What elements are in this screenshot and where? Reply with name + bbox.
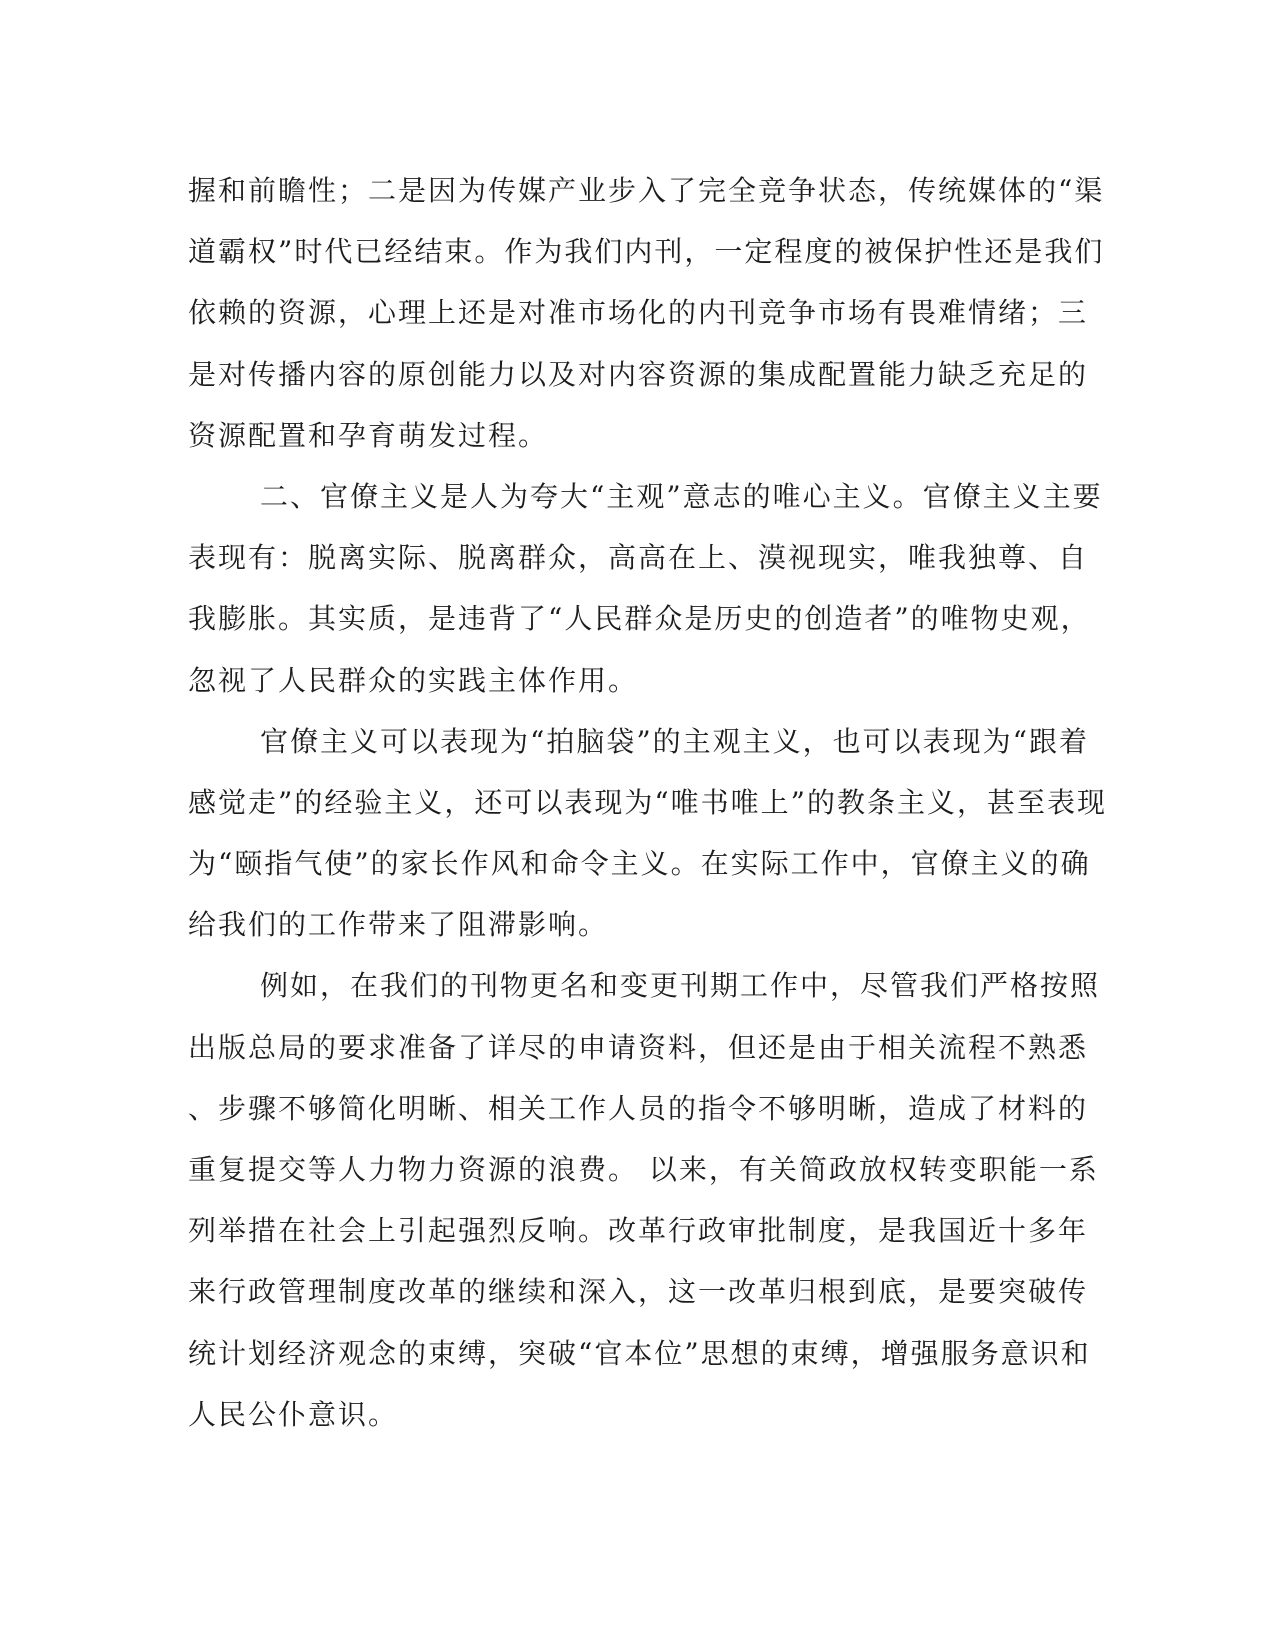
text-line: 道霸权”时代已经结束。作为我们内刊，一定程度的被保护性还是我们 <box>188 235 1105 269</box>
text-line: 给我们的工作带来了阻滞影响。 <box>188 908 609 942</box>
text-line: 握和前瞻性；二是因为传媒产业步入了完全竞争状态，传统媒体的“渠 <box>188 174 1105 207</box>
text-line: 重复提交等人力物力资源的浪费。 以来，有关简政放权转变职能一系 <box>188 1153 1099 1186</box>
text-line: 资源配置和孕育萌发过程。 <box>188 418 549 452</box>
text-line: 来行政管理制度改革的继续和深入，这一改革归根到底，是要突破传 <box>188 1275 1089 1309</box>
paragraph-start-line: 二、官僚主义是人为夸大“主观”意志的唯心主义。官僚主义主要 <box>260 479 1103 513</box>
text-line: 列举措在社会上引起强烈反响。改革行政审批制度，是我国近十多年 <box>188 1214 1089 1248</box>
body-text <box>188 160 1107 1445</box>
text-line: 依赖的资源，心理上还是对准市场化的内刊竞争市场有畏难情绪；三 <box>188 296 1089 330</box>
text-line: 是对传播内容的原创能力以及对内容资源的集成配置能力缺乏充足的 <box>188 357 1089 391</box>
text-line: 出版总局的要求准备了详尽的申请资料，但还是由于相关流程不熟悉 <box>188 1030 1089 1064</box>
text-line: 感觉走”的经验主义，还可以表现为“唯书唯上”的教条主义，甚至表现 <box>188 785 1107 819</box>
paragraph-start-line: 官僚主义可以表现为“拍脑袋”的主观主义，也可以表现为“跟着 <box>260 724 1089 758</box>
text-line: 我膨胀。其实质，是违背了“人民群众是历史的创造者”的唯物史观， <box>188 602 1091 636</box>
text-line: 表现有：脱离实际、脱离群众，高高在上、漠视现实，唯我独尊、自 <box>188 541 1089 575</box>
text-line: 人民公仆意识。 <box>188 1397 399 1431</box>
text-line: 忽视了人民群众的实践主体作用。 <box>188 663 639 697</box>
paragraph-start-line: 例如，在我们的刊物更名和变更刊期工作中，尽管我们严格按照 <box>260 969 1101 1003</box>
text-line: 统计划经济观念的束缚，突破“官本位”思想的束缚，增强服务意识和 <box>188 1336 1091 1370</box>
text-line: 、步骤不够简化明晰、相关工作人员的指令不够明晰，造成了材料的 <box>188 1091 1089 1125</box>
text-line: 为“颐指气使”的家长作风和命令主义。在实际工作中，官僚主义的确 <box>188 847 1091 881</box>
